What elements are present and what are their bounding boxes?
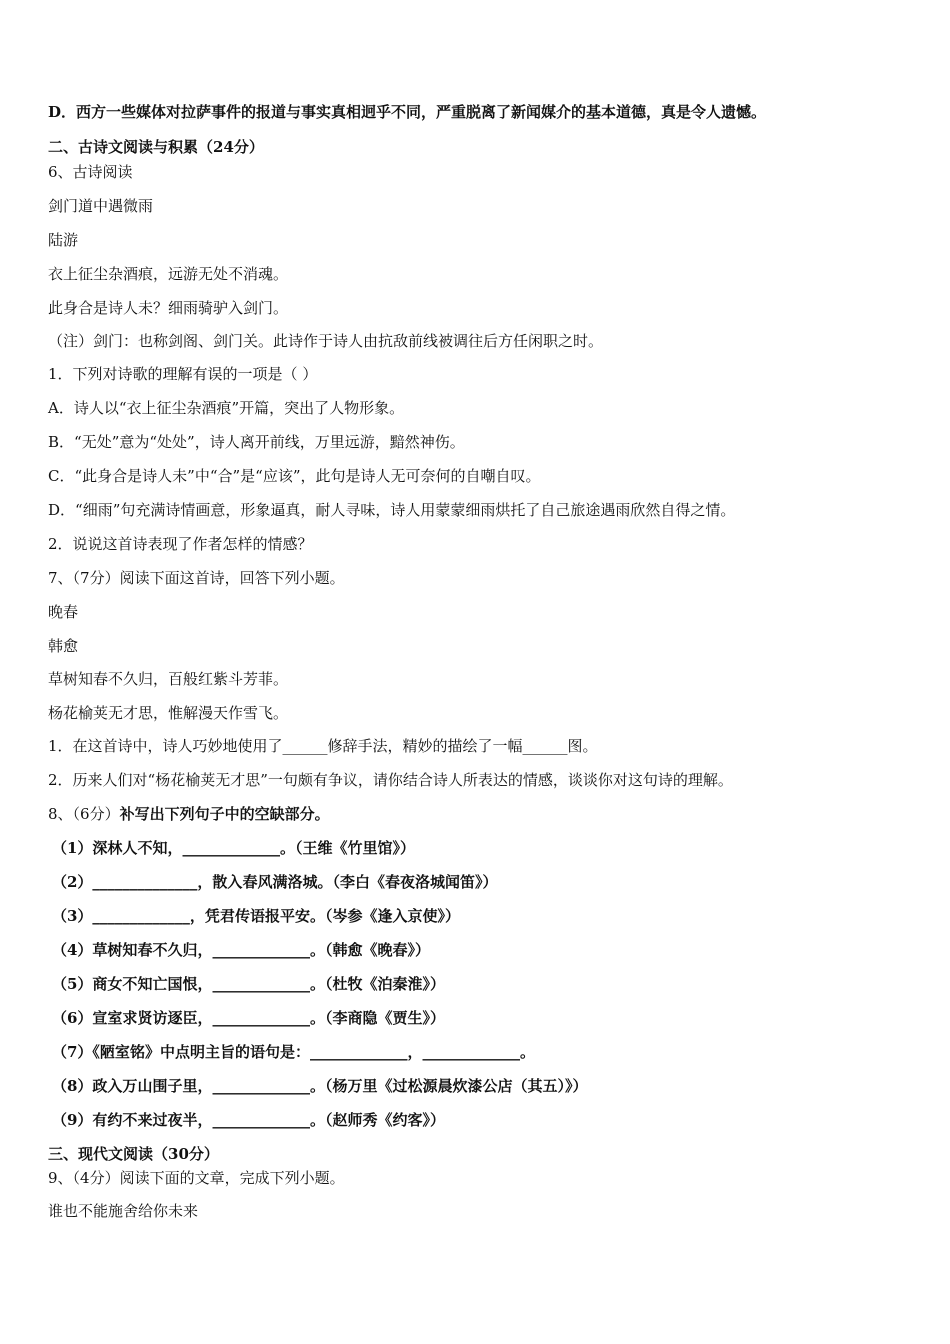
question-text: 1．下列对诗歌的理解有误的一项是（ ）	[48, 365, 318, 383]
question-text: 2．历来人们对“杨花榆荚无才思”一句颇有争议，请你结合诗人所表达的情感，谈谈你对这句诗的理解。	[48, 771, 733, 789]
fill-blank-item: （9）有约不来过夜半，_____________。（赵师秀《约客》）	[52, 1111, 445, 1129]
poem-line: 此身合是诗人未？细雨骑驴入剑门。	[48, 299, 289, 317]
section-heading-classical: 二、古诗文阅读与积累（24分）	[48, 138, 264, 156]
poem-note: （注）剑门：也称剑阁、剑门关。此诗作于诗人由抗敌前线被调往后方任闲职之时。	[48, 332, 604, 350]
fill-blank-item: （4）草树知春不久归，_____________。（韩愈《晚春》）	[52, 941, 430, 959]
fill-blank-item: （1）深林人不知，_____________。（王维《竹里馆》）	[52, 839, 415, 857]
poem-line: 草树知春不久归，百般红紫斗芳菲。	[48, 670, 289, 688]
question-7-title: 7、（7分）阅读下面这首诗，回答下列小题。	[48, 569, 345, 587]
option-c: C．“此身合是诗人未”中“合”是“应该”，此句是诗人无可奈何的自嘲自叹。	[48, 467, 541, 485]
question-text: 1．在这首诗中，诗人巧妙地使用了______修辞手法，精妙的描绘了一幅______图。	[48, 737, 598, 755]
fill-blank-item: （5）商女不知亡国恨，_____________。（杜牧《泊秦淮》）	[52, 975, 445, 993]
poem-author: 陆游	[48, 231, 79, 249]
poem-title: 晚春	[48, 603, 79, 621]
fill-blank-item: （3）_____________，凭君传语报平安。（岑参《逢入京使》）	[52, 907, 460, 925]
question-8-title	[48, 804, 330, 824]
question-8-instruction: 补写出下列句子中的空缺部分。	[119, 805, 330, 823]
option-d: D．“细雨”句充满诗情画意，形象逼真，耐人寻味，诗人用蒙蒙细雨烘托了自己旅途遇雨欣然自得之情。	[48, 501, 736, 519]
poem-author: 韩愈	[48, 637, 79, 655]
fill-blank-item: （2）______________，散入春风满洛城。（李白《春夜洛城闻笛》）	[52, 873, 498, 891]
question-8-number: 8、（6分）	[48, 805, 120, 823]
poem-line: 衣上征尘杂酒痕，远游无处不消魂。	[48, 265, 289, 283]
article-title: 谁也不能施舍给你未来	[48, 1202, 199, 1220]
poem-title: 剑门道中遇微雨	[48, 197, 154, 215]
fill-blank-item: （8）政入万山围子里，_____________。（杨万里《过松源晨炊漆公店（其五）》）	[52, 1077, 588, 1095]
question-6-title: 6、古诗阅读	[48, 163, 133, 181]
fill-blank-item: （6）宣室求贤访逐臣，_____________。（李商隐《贾生》）	[52, 1009, 445, 1027]
poem-line: 杨花榆荚无才思，惟解漫天作雪飞。	[48, 704, 289, 722]
fill-blank-item: （7）《陋室铭》中点明主旨的语句是：_____________，_____________。	[52, 1043, 535, 1061]
section-heading-modern: 三、现代文阅读（30分）	[48, 1145, 219, 1163]
option-d-bold: D．西方一些媒体对拉萨事件的报道与事实真相迥乎不同，严重脱离了新闻媒介的基本道德，真是令人遗憾。	[48, 103, 767, 121]
option-a: A．诗人以“衣上征尘杂酒痕”开篇，突出了人物形象。	[48, 399, 405, 417]
question-9-title: 9、（4分）阅读下面的文章，完成下列小题。	[48, 1169, 345, 1187]
option-b: B．“无处”意为“处处”，诗人离开前线，万里远游，黯然神伤。	[48, 433, 465, 451]
question-text: 2．说说这首诗表现了作者怎样的情感？	[48, 535, 313, 553]
